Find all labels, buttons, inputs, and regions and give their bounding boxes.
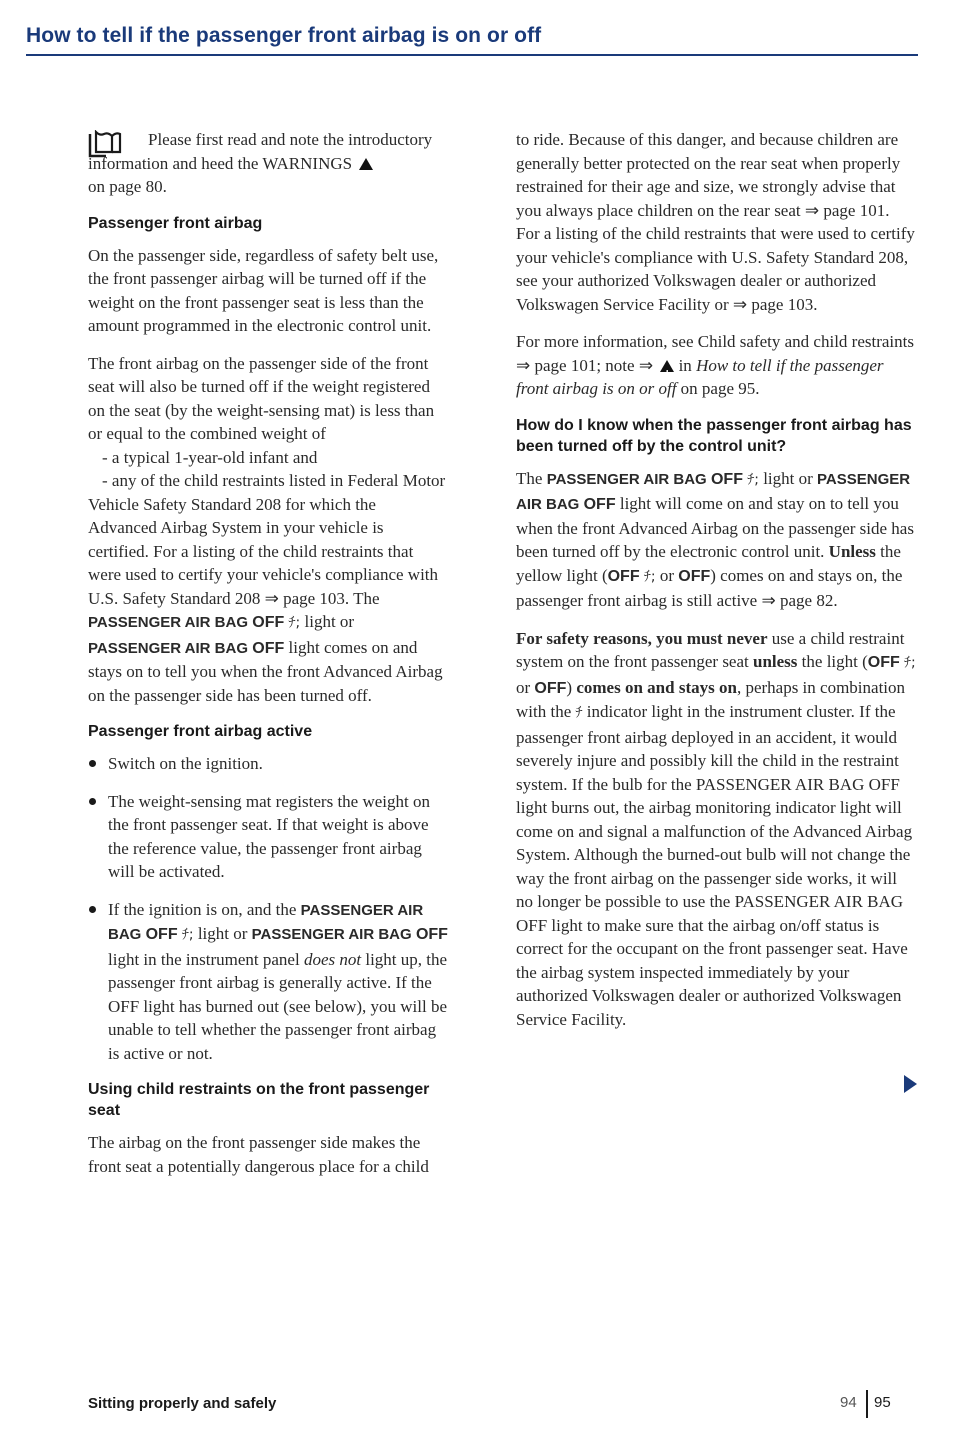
list-item-text: light or [197,924,248,943]
passenger-icon: ﾁ; [747,471,759,488]
passenger-indicator-icon: ﾁ [575,705,583,721]
page-number-left: 94 [840,1394,857,1411]
paragraph-text: light comes on and stays on to tell you when the front Advanced Airbag on the passenger side has been turned off. [88,637,443,705]
emphasis-text: comes on and stays on [576,677,737,697]
emphasis-text: How to tell if the passenger front airbag is on or off [516,355,884,398]
off-indicator: OFF [252,639,285,657]
list-item-text: The weight-sensing mat registers the weight on the front passenger seat. If that weight is above the reference value, the passenger front airbag will be activated. [108,791,430,881]
paragraph-text: The front airbag on the passenger side of the front seat will also be turned off if the weight registered on the seat (by the weight-sensing mat) is less than or equal to the combined weight of [88,353,435,443]
page-title: How to tell if the passenger front airbag is on or off [26,24,542,47]
passenger-icon: ﾁ; [181,927,194,943]
off-indicator: OFF [415,926,448,943]
continue-arrow-icon [904,1075,917,1093]
paragraph: On the passenger side, regardless of safety belt use, the front passenger airbag will be turned off if the weight on the front passenger seat is less than the amount programmed in the electronic control unit. [88,245,439,335]
paragraph-text: the light ( [801,652,868,671]
note-block [88,128,448,199]
off-indicator: OFF [583,496,616,513]
paragraph-text: indicator light in the instrument cluster. If the passenger front airbag deployed in an accident, it would severely injure and possibly kill the child in the restraint system. If the bulb for the PASSENGER AIR BAG OFF light burns out, the airbag monitoring indicator light will come on and signal a malfunction of the Advanced Airbag System. Although the burned-out bulb will not change the way the front airbag on the passenger side works, it will no longer be possible to use the PASSENGER AIR BAG OFF light to make sure that the airbag on/off status is correct for the occupant on the front passenger seat. Have the airbag system inspected immediately by your authorized Volkswagen dealer or authorized Volkswagen Service Facility. [516,702,913,1029]
passenger-icon: ﾁ; [643,568,656,585]
note-page-ref: on page 80. [88,177,167,196]
paragraph-text: light or [304,612,355,631]
passenger-airbag-label: PASSENGER AIR BAG [546,470,707,488]
bullet-icon [89,906,96,913]
bullet-icon [89,760,96,767]
paragraph-text: in [678,355,692,375]
list-item [88,790,448,884]
page-header [26,24,918,56]
passenger-icon: ﾁ; [904,655,916,671]
passenger-airbag-label: PASSENGER AIR BAG [88,639,249,657]
book-icon [88,130,128,160]
page-numbers [840,1390,920,1418]
passenger-airbag-label: PASSENGER AIR BAG [516,470,911,513]
list-item-text: light up, the passenger front airbag is generally active. If the OFF light has burned out (see below), you will be unable to tell whether the passenger front airbag is active or not. [108,949,448,1063]
emphasis-text: Unless [828,542,876,561]
note-text: Please first read and note the introductory information and heed the WARNINGS [88,130,433,173]
paragraph [516,330,916,401]
paragraph: The airbag on the front passenger side makes the front seat a potentially dangerous place for a child [88,1133,429,1176]
page-divider [866,1390,868,1418]
paragraph: to ride. Because of this danger, and because children are generally better protected on the rear seat when properly restrained for their age and size, we strongly advise that you always place children on the rear seat ⇒ page 101. For a listing of the child restraints that were used to certify your vehicle's compliance with U.S. Safety Standard 208, see your authorized Volkswagen dealer or authorized Volkswagen Service Facility or ⇒ page 103. [516,130,915,314]
off-indicator: OFF [710,470,743,488]
list-item-text: Switch on the ignition. [108,754,263,773]
paragraph-text: light will come on and stay on to tell you when the front Advanced Airbag on the passenger side has been turned off by the electronic control unit. [516,494,914,561]
paragraph-text: the yellow light ( [516,542,901,585]
list-item: - a typical 1-year-old infant and [102,447,318,467]
paragraph-text: For a listing of the child restraints that were used to certify your vehicle's compliance with U.S. Safety Standard 208 ⇒ page 103. The [88,541,439,608]
off-indicator: OFF [867,654,900,671]
paragraph-text: on page 95. [680,379,760,398]
right-column [516,128,916,1045]
off-indicator: OFF [534,679,567,697]
off-indicator: OFF [607,567,640,585]
paragraph-text: ) comes on and stays on, the passenger front airbag is still active ⇒ page 82. [516,565,903,610]
left-column [88,128,448,1192]
list-item [88,752,448,776]
passenger-airbag-label: PASSENGER AIR BAG [88,614,249,631]
list-item [88,898,448,1066]
emphasis-text: unless [753,652,798,671]
paragraph [516,627,916,1032]
paragraph-text: ) [566,677,573,697]
bullet-icon [89,798,96,805]
list-item-text: light in the instrument panel [108,949,300,969]
paragraph-text: light or [763,468,813,488]
paragraph-text: , perhaps in combination with the [516,677,906,721]
passenger-icon: ﾁ; [288,615,301,631]
off-indicator: OFF [145,926,178,943]
heading-child-restraints: Using child restraints on the front passenger seat [88,1081,430,1119]
paragraph-text: or [516,677,531,697]
emphasis-text: does not [303,949,362,969]
warning-icon [359,158,373,170]
paragraph [88,352,448,708]
warning-icon [660,360,674,372]
page-number-right: 95 [874,1394,891,1411]
off-indicator: OFF [252,614,285,631]
passenger-airbag-label: PASSENGER AIR BAG [108,901,424,943]
emphasis-text: For safety reasons, you must never [516,628,768,648]
off-indicator: OFF [678,567,711,585]
passenger-airbag-label: PASSENGER AIR BAG [251,926,412,943]
list-item: - any of the child restraints listed in Federal Motor Vehicle Safety Standard 208 for which the Advanced Airbag System in your vehicle is certified. [88,471,446,561]
heading-passenger-front-airbag: Passenger front airbag [88,214,263,232]
heading-how-do-i-know: How do I know when the passenger front airbag has been turned off by the control unit? [516,416,912,455]
paragraph [516,467,916,613]
paragraph-text: use a child restraint system on the front passenger seat [516,628,905,671]
paragraph-text: For more information, see Child safety and child restraints ⇒ page 101; note ⇒ [516,332,914,375]
paragraph-text: The [516,468,543,488]
paragraph-text: or [659,565,674,585]
heading-airbag-active: Passenger front airbag active [88,723,313,740]
list-item-text: If the ignition is on, and the [108,899,297,919]
footer-section-title: Sitting properly and safely [88,1395,277,1412]
